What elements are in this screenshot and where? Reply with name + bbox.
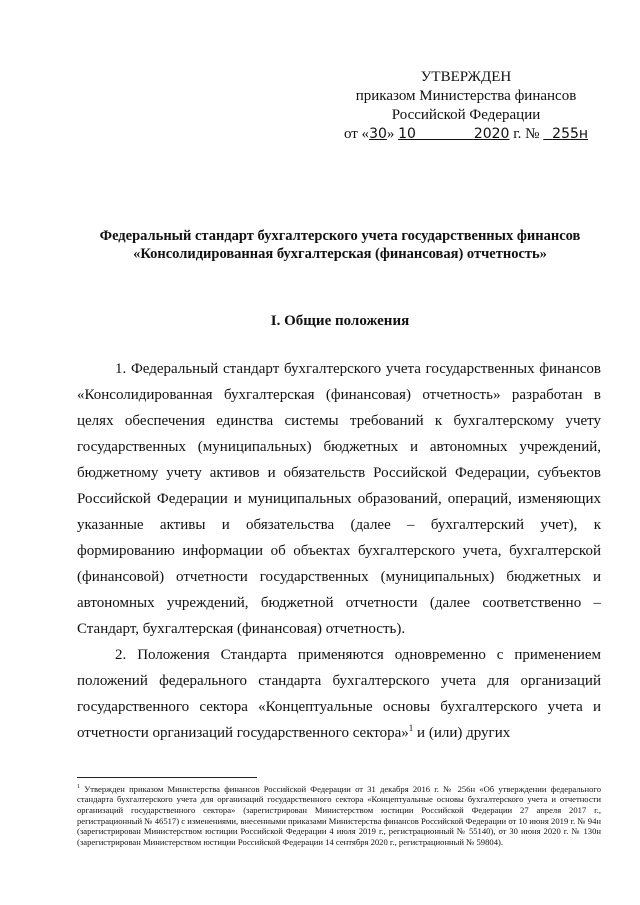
date-day: 30 — [369, 126, 387, 142]
document-title — [60, 227, 620, 263]
title-line-2: «Консолидированная бухгалтерская (финансовая) отчетность» — [133, 246, 547, 262]
approval-order-line: приказом Министерства финансов — [355, 88, 577, 104]
date-prefix: от « — [343, 126, 370, 142]
section-heading: I. Общие положения — [270, 313, 410, 329]
footnote-divider — [77, 777, 257, 778]
footnote-text: Утвержден приказом Министерства финансов Российской Федерации от 31 декабря 2016 г. № 256н «Об утверждении федерального стандарта бухгалтерского учета для организаций государственного сектора «Концептуальные основы бухгалтерского учета и отчетности организаций государственного сектора» (зарегистрирован Министерством юстиции Российской Федерации 27 апреля 2017 г., регистрационный № 46517) с изменениями, внесенными приказами Министерства финансов Российской Федерации от 10 июня 2019 г. № 94н (зарегистрирован Министерством юстиции Российской Федерации 4 июля 2019 г., регистрационный № 55140), от 30 июня 2020 г. № 130н (зарегистрирован Министерством юстиции Российской Федерации 14 сентября 2020 г., регистрационный № 59804). — [77, 783, 601, 847]
body-text — [77, 356, 601, 746]
footnote-marker: 1 — [77, 784, 80, 790]
footnote — [77, 782, 601, 847]
approval-date-line — [336, 125, 596, 144]
footnote-ref: 1 — [408, 723, 414, 733]
date-month: 10 — [398, 126, 416, 142]
year-suffix: г. № — [509, 126, 540, 142]
order-number: 255н — [552, 126, 589, 142]
approval-heading: УТВЕРЖДЕН — [420, 69, 512, 85]
title-line-1: Федеральный стандарт бухгалтерского учета государственных финансов — [99, 228, 581, 244]
approval-block — [336, 68, 596, 144]
date-mid: » — [386, 126, 395, 142]
paragraph-2: 2. Положения Стандарта применяются одновременно с применением положений федерального стандарта бухгалтерского учета для организаций государственного сектора «Концептуальные основы бухгалтерского учета и отчетности организаций государственного сектора»$^1$ и (или) других — [77, 647, 601, 741]
date-year: 2020 — [473, 126, 510, 142]
paragraph-1: 1. Федеральный стандарт бухгалтерского учета государственных финансов «Консолидированная бухгалтерская (финансовая) отчетность» разработан в целях обеспечения единства системы требований к бухгалтерскому учету государственных (муниципальных) бюджетных и автономных учреждений, бюджетному учету активов и обязательств Российской Федерации, субъектов Российской Федерации и муниципальных образований, операций, изменяющих указанные активы и обязательства (далее – бухгалтерский учет), к формированию информации об объектах бухгалтерского учета, бухгалтерской (финансовой) отчетности государственных (муниципальных) бюджетных и автономных учреждений, бюджетной отчетности (далее соответственно – Стандарт, бухгалтерская (финансовая) отчетность). — [77, 361, 601, 637]
approval-country-line: Российской Федерации — [391, 107, 541, 123]
